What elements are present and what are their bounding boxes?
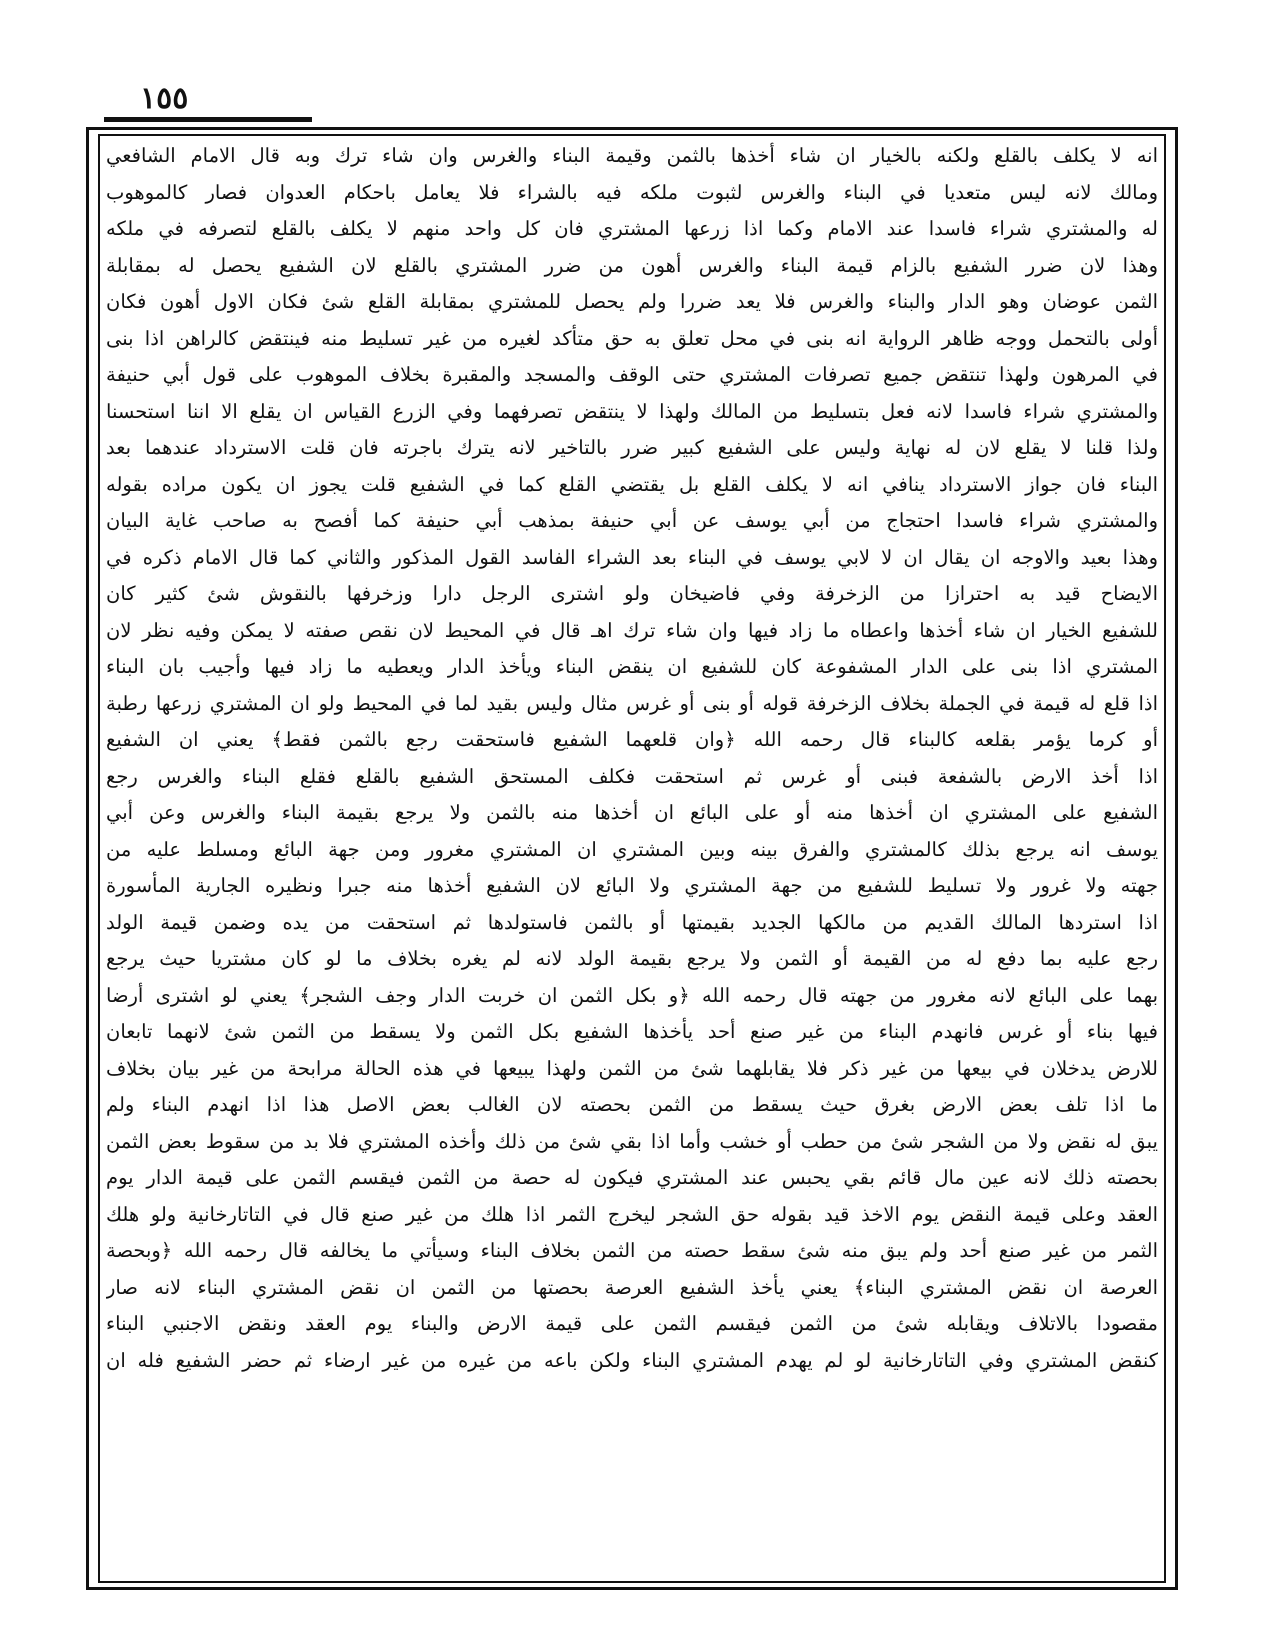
text-line: يبق له نقض ولا من الشجر شئ من حطب أو خشب وأما اذا بقي شئ من ذلك وأخذه المشتري فلا بد من سقوط بعض الثمن: [106, 1129, 1158, 1153]
text-line: في المرهون ولهذا تنتقض جميع تصرفات المشتري حتى الوقف والمسجد والمقبرة بخلاف الموهوب على قول أبي حنيفة: [106, 363, 1158, 386]
text-line: رجع عليه بما دفع له من القيمة أو الثمن ولا يرجع بقيمة الولد لانه لم يغره بخلاف ما لو كان مشتريا حيث يرجع: [106, 947, 1158, 970]
text-line: أو كرما يؤمر بقلعه كالبناء قال رحمه الله ﴿وان قلعهما الشفيع فاستحقت رجع بالثمن فقط﴾ يعني ان الشفيع: [106, 728, 1158, 751]
text-line: يوسف انه يرجع بذلك كالمشتري والفرق بينه وبين المشتري ان المشتري مغرور ومن جهة البائع ومسلط عليه من: [106, 837, 1158, 861]
text-line: المشتري اذا بنى على الدار المشفوعة كان للشفيع ان ينقض البناء ويأخذ الدار ويعطيه ما زاد فيها وأجيب بان البناء: [106, 655, 1158, 678]
text-line: العرصة ان نقض المشتري البناء﴾ يعني يأخذ الشفيع العرصة بحصتها من الثمن ان نقض المشتري البناء لانه صار: [106, 1275, 1158, 1299]
text-line: الثمن عوضان وهو الدار والبناء والغرس فلا يعد ضررا ولم يحصل للمشتري بمقابلة القلع شئ فكان الاول أهون فكان: [106, 290, 1158, 313]
text-line: بحصته ذلك لانه عين مال قائم بقي يحبس عند المشتري فيكون له حصة من الثمن فيقسم الثمن على قيمة الدار يوم: [106, 1166, 1158, 1189]
text-block: [106, 138, 1158, 1579]
text-line: الشفيع على المشتري ان أخذها منه أو على البائع ان أخذها منه بالثمن ولا يرجع بقيمة البناء والغرس وعن أبي: [106, 801, 1158, 824]
text-line: اذا استردها المالك القديم من مالكها الجديد بقيمتها أو بالثمن فاستولدها ثم استحقت من يده وضمن قيمة الولد: [106, 910, 1158, 934]
text-line: وهذا لان ضرر الشفيع بالزام قيمة البناء والغرس أهون من ضرر المشتري بالقلع لان الشفيع يحصل له بمقابلة: [106, 253, 1158, 277]
text-line: الايضاح قيد به احترازا من الزخرفة وفي فاضيخان ولو اشترى الرجل دارا وزخرفها بالنقوش شئ كثير كان: [106, 582, 1158, 605]
text-line: والمشتري شراء فاسدا لانه فعل بتسليط من المالك ولهذا لا ينتقض تصرفهما وفي الزرع القياس ان يقلع الا اننا استحسنا: [106, 399, 1158, 423]
text-line: الثمر من غير صنع أحد ولم يبق منه شئ سقط حصته من الثمن بخلاف البناء وسيأتي ما يخالفه قال رحمه الله ﴿وبحصة: [106, 1239, 1158, 1262]
text-line: العقد وعلى قيمة النقض يوم الاخذ قيد بقوله حق الشجر ليخرج الثمر اذا هلك من غير صنع قال في التاتارخانية ولو هلك: [106, 1202, 1158, 1226]
text-line: اذا قلع له قيمة في الجملة بخلاف الزخرفة قوله أو بنى أو غرس مثال وليس بقيد لما في المحيط ولو ان المشتري زرعها رطبة: [106, 691, 1158, 715]
text-line: أولى بالتحمل ووجه ظاهر الرواية انه بنى في محل تعلق به حق متأكد لغيره من غير تسليط منه فينتقض كالراهن اذا بنى: [106, 326, 1158, 350]
page-number: ١٥٥: [140, 81, 189, 116]
text-line: فيها بناء أو غرس فانهدم البناء من غير صنع أحد يأخذها الشفيع بكل الثمن ولا يسقط من الثمن شئ لانهما تابعان: [106, 1020, 1158, 1043]
text-line: كنقض المشتري وفي التاتارخانية لو لم يهدم المشتري البناء ولكن باعه من غيره من غير ارضاء ثم حضر الشفيع فله ان: [106, 1348, 1158, 1372]
header-rule: [104, 117, 312, 122]
text-line: ولذا قلنا لا يقلع لان له نهاية وليس على الشفيع كبير ضرر بالتاخير لانه يترك باجرته فان قلت الاسترداد عندهما بعد: [106, 436, 1158, 459]
text-line: له والمشتري شراء فاسدا عند الامام وكما اذا زرعها المشتري فان كل واحد منهم لا يكلف بالقلع لتصرفه في ملكه: [106, 217, 1158, 240]
text-line: انه لا يكلف بالقلع ولكنه بالخيار ان شاء أخذها بالثمن وقيمة البناء والغرس وان شاء ترك وبه قال الامام الشافعي: [106, 144, 1158, 167]
text-line: ومالك لانه ليس متعديا في البناء والغرس لثبوت ملكه فيه بالشراء فلا يعامل باحكام العدوان فصار كالموهوب: [106, 180, 1158, 204]
text-line: اذا أخذ الارض بالشفعة فبنى أو غرس ثم استحقت فكلف المستحق الشفيع بالقلع فقلع البناء والغرس رجع: [106, 764, 1158, 788]
text-line: البناء فان جواز الاسترداد ينافي انه لا يكلف القلع بل يقتضي القلع كما في الشفيع قلت يجوز ان يكون مراده بقوله: [106, 472, 1158, 496]
text-line: للشفيع الخيار ان شاء أخذها واعطاه ما زاد فيها وان شاء ترك اهـ قال في المحيط لان نقص صفته لا يمكن وفيه نظر لان: [106, 618, 1158, 642]
text-line: للارض يدخلان في بيعها من غير ذكر فلا يقابلهما شئ من الثمن ولهذا يبيعها في هذه الحالة مرابحة من غير بيان بخلاف: [106, 1056, 1158, 1080]
text-line: ما اذا تلف بعض الارض بغرق حيث يسقط من الثمن بحصته لان الغالب بعض الاصل هذا اذا انهدم البناء ولم: [106, 1093, 1158, 1116]
text-line: بهما على البائع لانه مغرور من جهته قال رحمه الله ﴿و بكل الثمن ان خربت الدار وجف الشجر﴾ يعني لو اشترى أرضا: [106, 983, 1158, 1007]
text-line: مقصودا بالاتلاف ويقابله شئ من الثمن فيقسم الثمن على قيمة الارض والبناء يوم العقد ونقض الاجنبي البناء: [106, 1312, 1158, 1335]
text-line: وهذا بعيد والاوجه ان يقال ان لا لابي يوسف في البناء بعد الشراء الفاسد القول المذكور والثاني كما قال الامام ذكره في: [106, 545, 1158, 569]
text-line: جهته ولا غرور ولا تسليط للشفيع من جهة المشتري ولا البائع لان الشفيع أخذها منه جبرا ونظيره الجارية المأسورة: [106, 874, 1158, 897]
text-line: والمشتري شراء فاسدا احتجاج من أبي يوسف عن أبي حنيفة بمذهب أبي حنيفة كما أفصح به صاحب غاية البيان: [106, 509, 1158, 532]
